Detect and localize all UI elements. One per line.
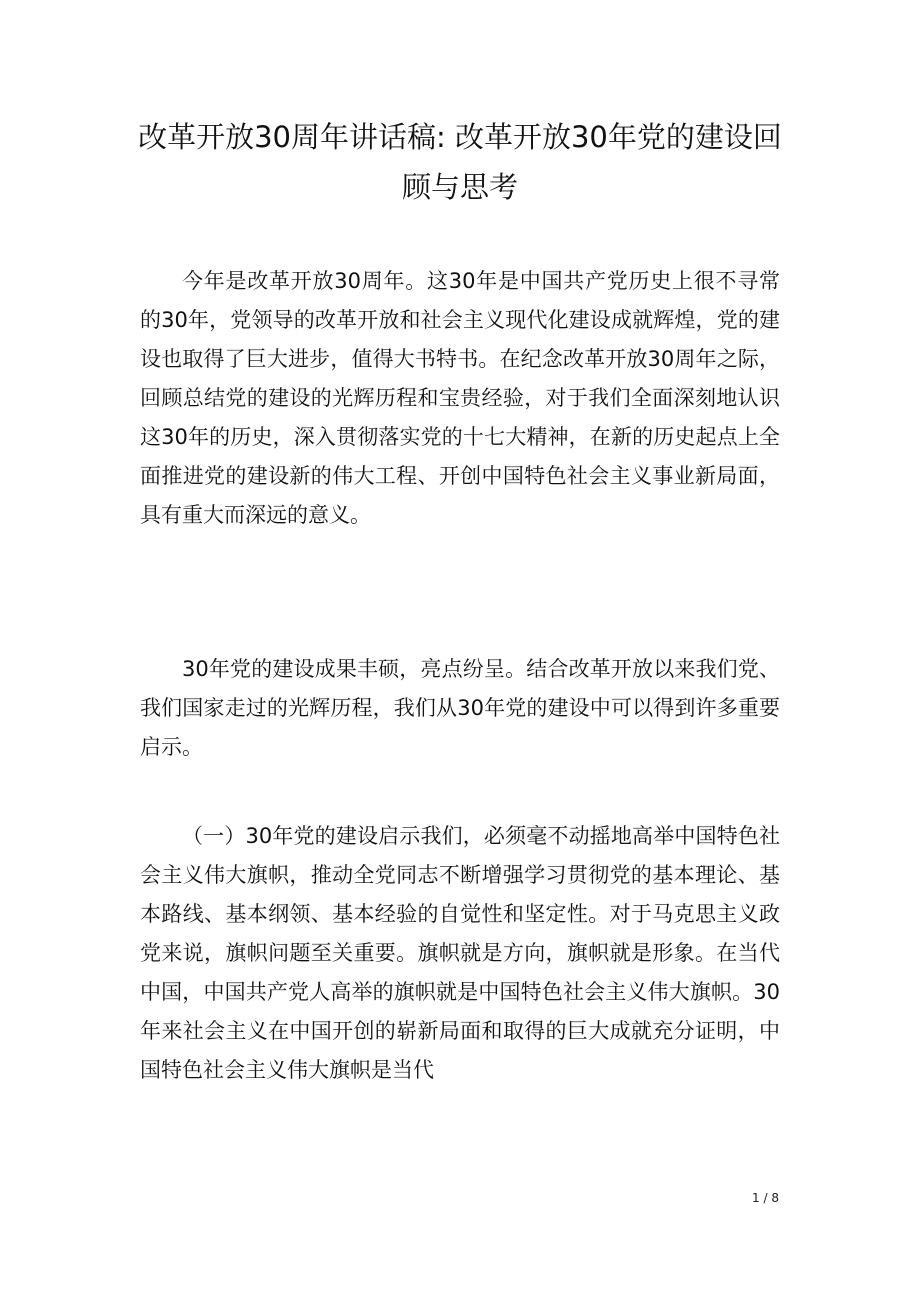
page-number: 1 / 8 [752, 1191, 779, 1205]
paragraph-achievements: 30年党的建设成果丰硕，亮点纷呈。结合改革开放以来我们党、我们国家走过的光辉历程，我们从30年党的建设中可以得到许多重要启示。 [140, 657, 780, 759]
document-title: 改革开放30周年讲话稿: 改革开放30年党的建设回顾与思考 [138, 120, 782, 204]
paragraph-first-lesson: （一）30年党的建设启示我们，必须毫不动摇地高举中国特色社会主义伟大旗帜，推动全党同志不断增强学习贯彻党的基本理论、基本路线、基本纲领、基本经验的自觉性和坚定性。对于马克思主义政党来说，旗帜问题至关重要。旗帜就是方向，旗帜就是形象。在当代中国，中国共产党人高举的旗帜就是中国特色社会主义伟大旗帜。30年来社会主义在中国开创的崭新局面和取得的巨大成就充分证明，中国特色社会主义伟大旗帜是当代 [140, 824, 780, 1082]
paragraph-introduction: 今年是改革开放30周年。这30年是中国共产党历史上很不寻常的30年，党领导的改革开放和社会主义现代化建设成就辉煌，党的建设也取得了巨大进步，值得大书特书。在纪念改革开放30周年之际，回顾总结党的建设的光辉历程和宝贵经验，对于我们全面深刻地认识这30年的历史，深入贯彻落实党的十七大精神，在新的历史起点上全面推进党的建设新的伟大工程、开创中国特色社会主义事业新局面，具有重大而深远的意义。 [140, 269, 780, 527]
